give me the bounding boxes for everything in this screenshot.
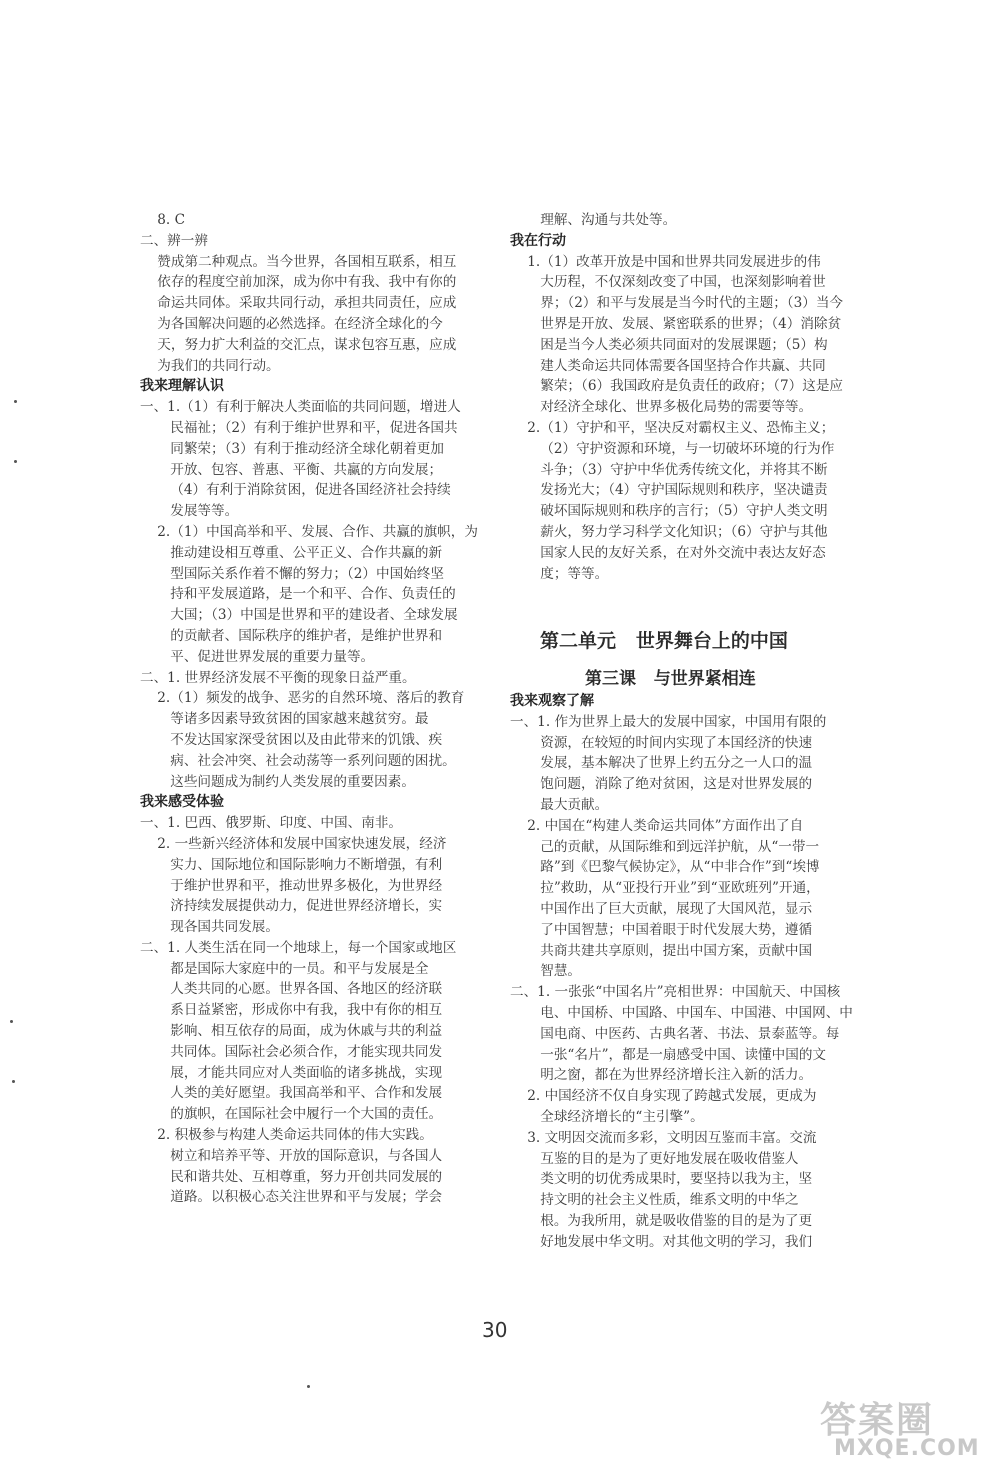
text-line: 道路。以积极心态关注世界和平与发展；学会 [140,1189,443,1206]
text-line: 界；（2）和平与发展是当今时代的主题；（3）当今 [510,295,844,312]
text-line: 型国际关系作着不懈的努力；（2）中国始终坚 [140,565,444,582]
text-line: 于维护世界和平，推动世界多极化，为世界经 [140,877,443,894]
text-line: 影响、相互依存的局面，成为休戚与共的利益 [140,1023,443,1040]
text-line: 建人类命运共同体需要各国坚持合作共赢、共同 [510,357,826,374]
watermark-logo-text: 答案圈 [820,1400,935,1441]
text-line: 共商共建共享原则，提出中国方案，贡献中国 [510,942,813,959]
right-column-top [510,210,880,584]
text-line: 人类的美好愿望。我国高举和平、合作和发展 [140,1085,443,1102]
text-line: 饱问题，消除了绝对贫困，这是对世界发展的 [510,776,813,793]
watermark [820,1392,990,1467]
text-line: 类文明的切优秀成果时，要坚持以我为主，坚 [510,1171,813,1188]
text-line: 2. 积极参与构建人类命运共同体的伟大实践。 [140,1127,433,1144]
text-line: 发展，基本解决了世界上约五分之一人口的温 [510,755,813,772]
text-line: 持文明的社会主义性质，维系文明的中华之 [510,1192,799,1209]
text-line: 大历程，不仅深刻改变了中国，也深刻影响着世 [510,274,826,291]
text-line: 拉”救助，从“亚投行开业”到“亚欧班列”开通， [510,880,820,897]
scan-speck [14,400,17,403]
text-line: 世界是开放、发展、紧密联系的世界；（4）消除贫 [510,315,842,332]
text-line: 等诸多因素导致贫困的国家越来越贫穷。最 [140,711,429,728]
text-line: 度；等等。 [510,565,609,582]
text-line: 开放、包容、普惠、平衡、共赢的方向发展； [140,461,443,478]
section-heading: 我在行动 [510,232,566,249]
text-line: 天，努力扩大利益的交汇点，谋求包容互惠，应成 [140,336,457,353]
text-line: 二、1. 一张张“中国名片”亮相世界：中国航天、中国核 [510,984,841,1001]
section-heading: 我来理解认识 [140,378,224,395]
text-line: 展，才能共同应对人类面临的诸多挑战，实现 [140,1064,443,1081]
text-line: 民福祉；（2）有利于维护世界和平，促进各国共 [140,419,458,436]
text-line: 了中国智慧；中国着眼于时代发展大势，遵循 [510,921,813,938]
text-line: 根。为我所用，就是吸收借鉴的目的是为了更 [510,1212,813,1229]
section-heading: 我来观察了解 [510,693,594,709]
text-line: 中国作出了巨大贡献，展现了大国风范，显示 [510,900,813,917]
text-line: 一、1.（1）有利于解决人类面临的共同问题，增进人 [140,399,461,416]
text-line: 薪火，努力学习科学文化知识；（6）守护与其他 [510,523,828,540]
text-line: 为各国解决问题的必然选择。在经济全球化的今 [140,315,443,332]
text-line: 8. C [140,212,185,228]
scan-speck [10,1020,13,1023]
text-line: 持和平发展道路，是一个和平、合作、负责任的 [140,586,456,603]
text-line: 树立和培养平等、开放的国际意识，与各国人 [140,1147,443,1164]
text-line: 最大贡献。 [510,796,609,813]
text-line: 推动建设相互尊重、公平正义、合作共赢的新 [140,544,443,561]
text-line: 二、1. 世界经济发展不平衡的现象日益严重。 [140,669,416,686]
text-line: 2.（1）中国高举和平、发展、合作、共赢的旗帜，为 [140,523,478,540]
text-line: 一张“名片”，都是一扇感受中国、读懂中国的文 [510,1046,827,1063]
text-line: 路”到《巴黎气候协定》，从“中非合作”到“埃博 [510,859,820,876]
text-line: 都是国际大家庭中的一员。和平与发展是全 [140,960,429,977]
text-line: 2. 一些新兴经济体和发展中国家快速发展，经济 [140,835,447,852]
right-column-bottom [510,691,880,1253]
text-line: 济持续发展提供动力，促进世界经济增长，实 [140,898,443,915]
text-line: 大国；（3）中国是世界和平的建设者、全球发展 [140,607,458,624]
text-line: 互鉴的目的是为了更好地发展在吸收借鉴人 [510,1150,799,1167]
text-line: 实力、国际地位和国际影响力不断增强，有利 [140,856,443,873]
text-line: （4）有利于消除贫困，促进各国经济社会持续 [140,482,451,499]
text-line: 命运共同体。采取共同行动，承担共同责任，应成 [140,295,457,312]
text-line: 依存的程度空前加深，成为你中有我、我中有你的 [140,274,457,291]
scan-speck [12,1080,15,1083]
text-line: （2）守护资源和环境，与一切破坏环境的行为作 [510,440,835,457]
lesson-title: 第三课 与世界紧相连 [585,669,756,689]
text-line: 人类共同的心愿。世界各国、各地区的经济联 [140,981,443,998]
text-line: 二、1. 人类生活在同一个地球上，每一个国家或地区 [140,939,457,956]
text-line: 2.（1）频发的战争、恶劣的自然环境、落后的教育 [140,690,465,707]
text-line: 己的贡献，从国际维和到远洋护航，从“一带一 [510,838,820,855]
section-heading: 我来感受体验 [140,794,224,811]
text-line: 破坏国际规则和秩序的言行；（5）守护人类文明 [510,503,828,520]
text-line: 系日益紧密，形成你中有我，我中有你的相互 [140,1002,443,1019]
text-line: 一、1. 巴西、俄罗斯、印度、中国、南非。 [140,815,402,832]
text-line: 理解、沟通与共处等。 [510,212,677,228]
text-line: 这些问题成为制约人类发展的重要因素。 [140,773,415,790]
text-line: 二、辨一辨 [140,232,208,249]
text-line: 发扬光大；（4）守护国际规则和秩序，坚决谴责 [510,482,828,499]
scan-speck [14,460,17,463]
watermark-url: MXQE.COM [834,1436,980,1461]
unit-title: 第二单元 世界舞台上的中国 [540,630,788,652]
text-line: 平、促进世界发展的重要力量等。 [140,648,375,665]
text-line: 现各国共同发展。 [140,919,279,936]
text-line: 资源，在较短的时间内实现了本国经济的快速 [510,734,813,751]
text-line: 国电商、中医药、古典名著、书法、景泰蓝等。每 [510,1025,840,1042]
text-line: 病、社会冲突、社会动荡等一系列问题的困扰。 [140,752,456,769]
text-line: 全球经济增长的“主引擎”。 [510,1108,704,1125]
text-line: 国家人民的友好关系，在对外交流中表达友好态 [510,544,826,561]
text-line: 的贡献者、国际秩序的维护者，是维护世界和 [140,627,443,644]
text-line: 为我们的共同行动。 [140,357,280,374]
text-line: 一、1. 作为世界上最大的发展中国家，中国用有限的 [510,713,827,730]
text-line: 斗争；（3）守护中华优秀传统文化，并将其不断 [510,461,828,478]
text-line: 的旗帜，在国际社会中履行一个大国的责任。 [140,1106,443,1123]
text-line: 1.（1）改革开放是中国和世界共同发展进步的伟 [510,253,821,270]
text-line: 繁荣；（6）我国政府是负责任的政府；（7）这是应 [510,378,844,395]
text-line: 困是当今人类必须共同面对的发展课题；（5）构 [510,336,828,353]
text-line: 赞成第二种观点。当今世界，各国相互联系，相互 [140,253,457,270]
text-line: 智慧。 [510,963,582,980]
text-line: 3. 文明因交流而多彩，文明因互鉴而丰富。交流 [510,1129,817,1146]
left-column [140,210,510,1208]
text-line: 2. 中国在“构建人类命运共同体”方面作出了自 [510,817,804,834]
page-number: 30 [482,1318,508,1342]
text-line: 共同体。国际社会必须合作，才能实现共同发 [140,1043,443,1060]
text-line: 同繁荣；（3）有利于推动经济全球化朝着更加 [140,440,444,457]
text-line: 2. 中国经济不仅自身实现了跨越式发展，更成为 [510,1088,817,1105]
text-line: 电、中国桥、中国路、中国车、中国港、中国网、中 [510,1004,853,1021]
text-line: 2.（1）守护和平，坚决反对霸权主义、恐怖主义； [510,419,835,436]
text-line: 好地发展中华文明。对其他文明的学习，我们 [510,1233,813,1250]
text-line: 发展等等。 [140,503,239,520]
text-line: 对经济全球化、世界多极化局势的需要等等。 [510,399,813,416]
scan-speck [307,1385,310,1388]
text-line: 民和谐共处、互相尊重，努力开创共同发展的 [140,1168,443,1185]
text-line: 不发达国家深受贫困以及由此带来的饥饿、疾 [140,731,443,748]
text-line: 明之窗，都在为世界经济增长注入新的活力。 [510,1067,813,1084]
